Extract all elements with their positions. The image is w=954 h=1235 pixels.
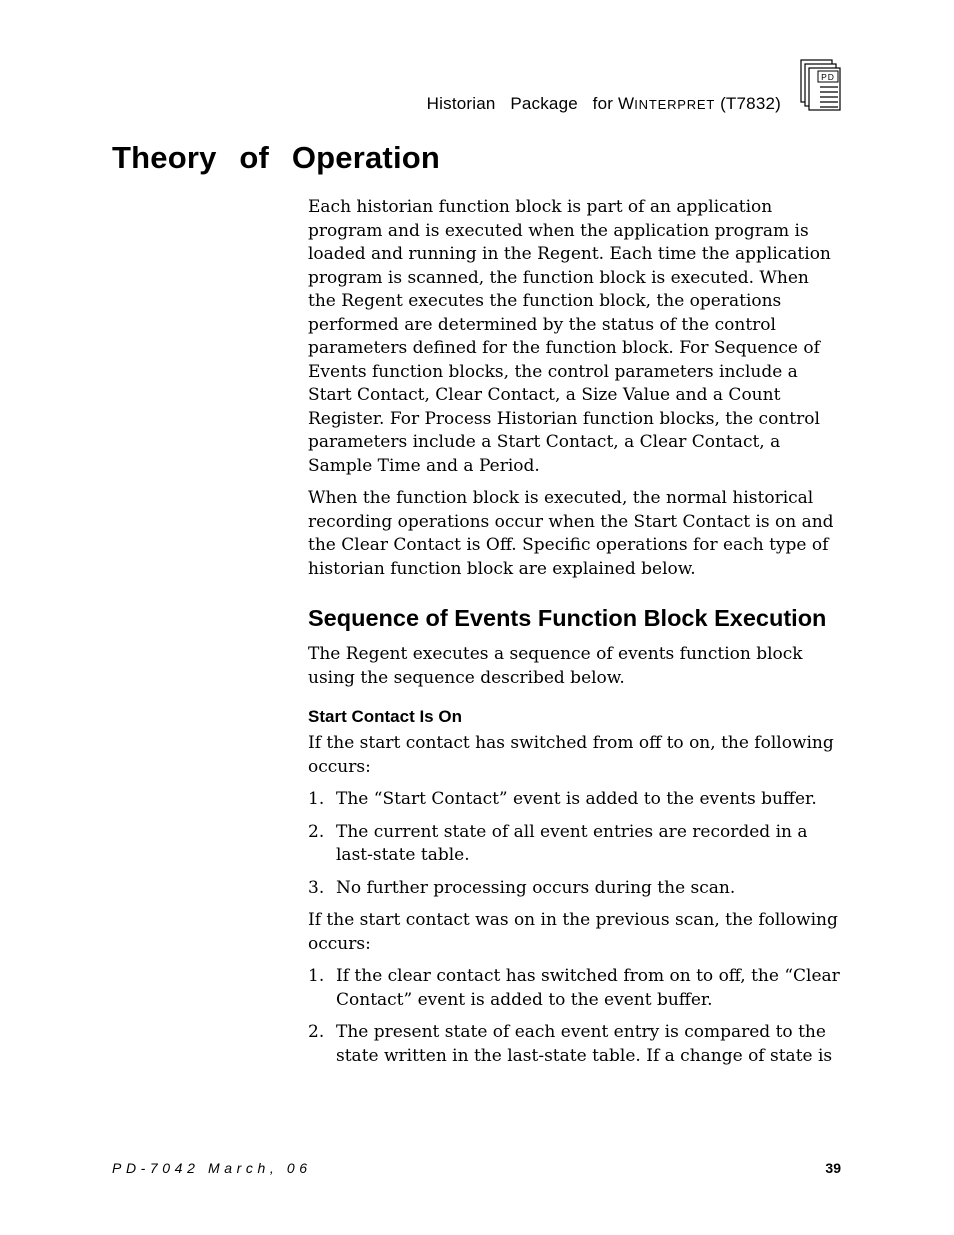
steps-list-1 <box>308 788 842 900</box>
list-item-number: 1. <box>308 789 325 809</box>
intro-paragraph-2: When the function block is executed, the normal historical recording operations occur when the Start Contact is on and the Clear Contact is Off. Specific operations for each type of historian function block are explained below. <box>308 488 834 579</box>
list-item-text: No further processing occurs during the scan. <box>336 877 736 898</box>
steps-list-2 <box>308 965 842 1068</box>
header-title-smallcaps: INTERPRET <box>634 97 716 112</box>
main-content <box>308 196 842 1077</box>
list-item-number: 3. <box>308 877 325 898</box>
list1-intro: If the start contact has switched from off to on, the following occurs: <box>308 733 834 777</box>
list-item <box>308 821 842 868</box>
section-intro: The Regent executes a sequence of events function block using the sequence described below. <box>308 644 803 688</box>
list-item <box>308 965 842 1012</box>
section-heading: Sequence of Events Function Block Execution <box>308 605 827 631</box>
list-item-text: The “Start Contact” event is added to the events buffer. <box>336 789 817 809</box>
intro-paragraph-1: Each historian function block is part of an application program and is executed when the application program is loaded and running in the Regent. Each time the application program is scanned, the function block is executed. When the Regent executes the function block, the operations performed are determined by the status of the control parameters defined for the function block. For Sequence of Events function blocks, the control parameters include a Start Contact, Clear Contact, a Size Value and a Count Register. For Process Historian function blocks, the control parameters include a Start Contact, a Clear Contact, a Sample Time and a Period. <box>308 197 831 476</box>
list-item-number: 2. <box>308 1022 325 1042</box>
list-item-text: The current state of all event entries are recorded in a last-state table. <box>336 821 808 865</box>
list-item <box>308 788 842 812</box>
list-item-number: 1. <box>308 966 325 986</box>
page-title: Theory of Operation <box>112 140 441 175</box>
logo-text: PD <box>821 72 835 82</box>
running-header <box>427 94 781 114</box>
subsection-heading: Start Contact Is On <box>308 707 462 726</box>
pd-document-logo <box>800 59 841 111</box>
header-title-prefix: Historian Package for W <box>426 94 635 113</box>
header-title-suffix: (T7832) <box>715 94 781 113</box>
list-item-text: If the clear contact has switched from on to off, the “Clear Contact” event is added to the event buffer. <box>336 966 840 1010</box>
list-item <box>308 1021 842 1068</box>
list-item <box>308 877 842 901</box>
footer-doc-id: PD-7042 March, 06 <box>112 1160 312 1176</box>
list-item-number: 2. <box>308 821 325 842</box>
page-number: 39 <box>825 1160 841 1176</box>
list-item-text: The present state of each event entry is compared to the state written in the last-state table. If a change of state is <box>336 1022 833 1066</box>
list2-intro: If the start contact was on in the previous scan, the following occurs: <box>308 910 838 954</box>
